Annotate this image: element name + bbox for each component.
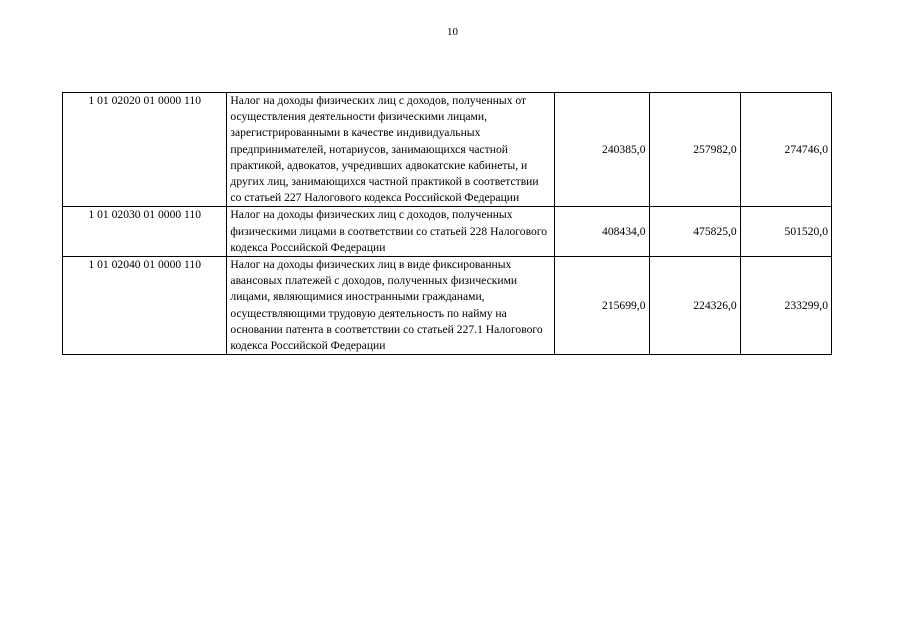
budget-code-cell: 1 01 02030 01 0000 110 — [63, 207, 227, 257]
page-number: 10 — [447, 26, 458, 38]
value-cell-year-1: 215699,0 — [555, 257, 649, 355]
value-cell-year-2: 475825,0 — [649, 207, 740, 257]
description-cell: Налог на доходы физических лиц с доходов, полученных физическими лицами в соответствии со статьей 228 Налогового кодекса Российской Федерации — [227, 207, 555, 257]
budget-code-cell: 1 01 02020 01 0000 110 — [63, 93, 227, 207]
value-cell-year-3: 501520,0 — [740, 207, 831, 257]
value-cell-year-2: 257982,0 — [649, 93, 740, 207]
table-row — [63, 93, 832, 207]
table-row — [63, 207, 832, 257]
revenue-table — [62, 92, 832, 355]
description-cell: Налог на доходы физических лиц с доходов, полученных от осуществления деятельности физическими лицами, зарегистрированными в качестве индивидуальных предпринимателей, нотариусов, занимающихся частной практикой, адвокатов, учредивших адвокатские кабинеты, и других лиц, занимающихся частной практикой в соответствии со статьей 227 Налогового кодекса Российской Федерации — [227, 93, 555, 207]
value-cell-year-3: 233299,0 — [740, 257, 831, 355]
value-cell-year-2: 224326,0 — [649, 257, 740, 355]
value-cell-year-1: 240385,0 — [555, 93, 649, 207]
value-cell-year-1: 408434,0 — [555, 207, 649, 257]
value-cell-year-3: 274746,0 — [740, 93, 831, 207]
description-cell: Налог на доходы физических лиц в виде фиксированных авансовых платежей с доходов, полученных физическими лицами, являющимися иностранными гражданами, осуществляющими трудовую деятельность по найму на основании патента в соответствии со статьей 227.1 Налогового кодекса Российской Федерации — [227, 257, 555, 355]
table-row — [63, 257, 832, 355]
budget-code-cell: 1 01 02040 01 0000 110 — [63, 257, 227, 355]
